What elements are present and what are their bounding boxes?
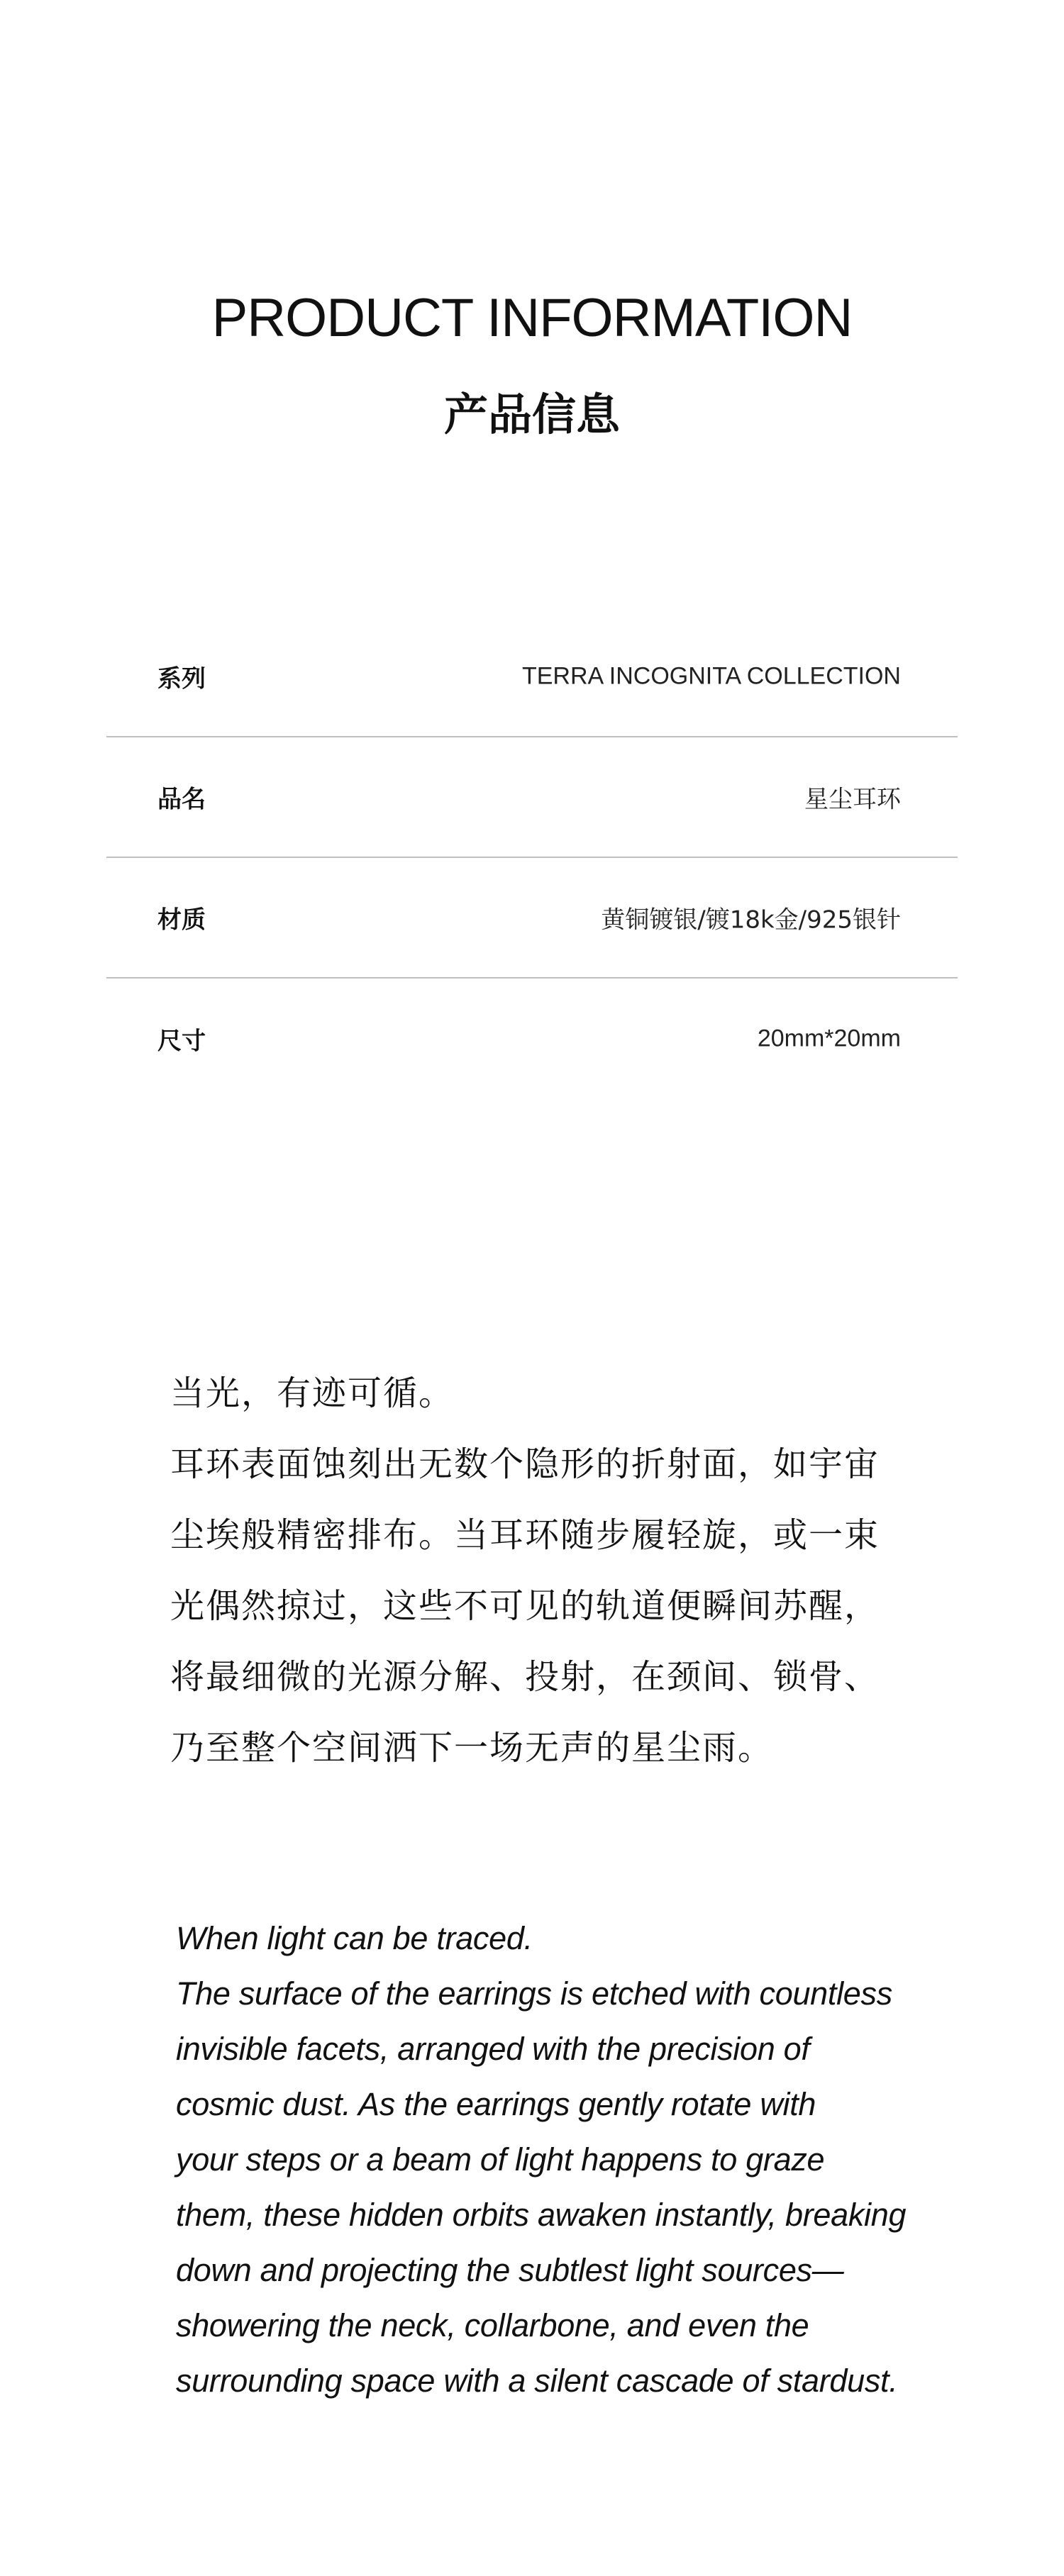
description-en-line: surrounding space with a silent cascade of stardust. bbox=[176, 2363, 898, 2399]
page-title-cn: 产品信息 bbox=[443, 389, 620, 440]
spec-row-size bbox=[106, 978, 958, 1099]
spec-label: 尺寸 bbox=[157, 1027, 206, 1056]
description-en-line: cosmic dust. As the earrings gently rotate with bbox=[176, 2086, 816, 2122]
description-cn-line: 乃至整个空间洒下一场无声的星尘雨。 bbox=[170, 1728, 774, 1768]
description-cn-line: 将最细微的光源分解、投射，在颈间、锁骨、 bbox=[170, 1657, 880, 1697]
spec-value: TERRA INCOGNITA COLLECTION bbox=[521, 662, 901, 690]
description-en bbox=[176, 1911, 928, 2409]
description-en-line: showering the neck, collarbone, and even the bbox=[176, 2307, 809, 2343]
description-cn-line: 光偶然掠过，这些不可见的轨道便瞬间苏醒， bbox=[170, 1586, 880, 1626]
spec-table bbox=[106, 617, 958, 1099]
description-en-line: The surface of the earrings is etched with countless bbox=[176, 1975, 892, 2012]
description-cn-line: 尘埃般精密排布。当耳环随步履轻旋，或一束 bbox=[170, 1515, 880, 1555]
description-en-line: When light can be traced. bbox=[176, 1920, 533, 1956]
spec-row-material bbox=[106, 858, 958, 978]
spec-label: 材质 bbox=[157, 905, 206, 935]
description-cn bbox=[170, 1358, 922, 1783]
spec-row-series bbox=[106, 617, 958, 737]
spec-row-name bbox=[106, 737, 958, 858]
description-cn-line: 当光，有迹可循。 bbox=[170, 1373, 455, 1413]
spec-label: 系列 bbox=[157, 664, 206, 693]
description-cn-line: 耳环表面蚀刻出无数个隐形的折射面，如宇宙 bbox=[170, 1444, 880, 1484]
spec-label: 品名 bbox=[157, 785, 206, 814]
description-en-line: them, these hidden orbits awaken instantly, breaking bbox=[176, 2197, 907, 2233]
description-en-line: invisible facets, arranged with the precision of bbox=[176, 2031, 810, 2067]
page-title-en: PRODUCT INFORMATION bbox=[211, 288, 853, 348]
spec-value: 黄铜镀银/镀18k金/925银针 bbox=[601, 905, 901, 935]
spec-value: 20mm*20mm bbox=[757, 1025, 901, 1052]
description-en-line: your steps or a beam of light happens to graze bbox=[176, 2141, 825, 2178]
description-en-line: down and projecting the subtlest light sources— bbox=[176, 2252, 844, 2288]
spec-value: 星尘耳环 bbox=[804, 785, 901, 814]
